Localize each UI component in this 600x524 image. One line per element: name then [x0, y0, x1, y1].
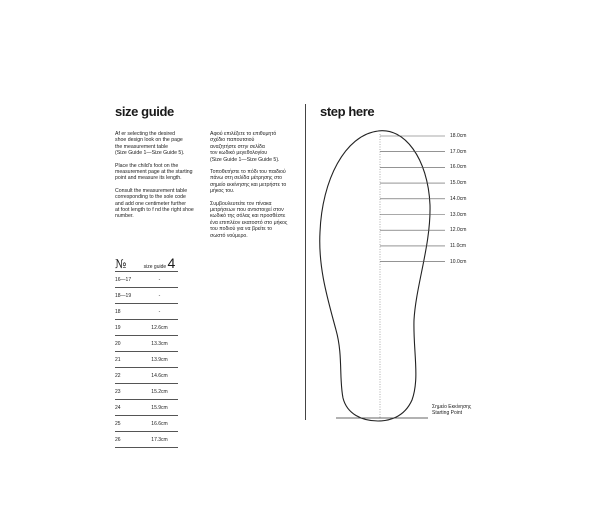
size-guide-title: size guide — [115, 104, 174, 119]
measure-label: 15.0cm — [450, 180, 467, 187]
en-paragraph-3: Consult the measurement table corresponding to the sole code and add one centimeter further at foot length to f nd the right shoe number. — [115, 187, 194, 220]
step-here-title: step here — [320, 104, 375, 119]
starting-point-en: Starting Point — [432, 410, 463, 416]
table-row — [115, 272, 178, 288]
length-cell: 15.2cm — [141, 384, 178, 400]
size-table-header — [115, 253, 178, 272]
size-cell: 25 — [115, 416, 141, 432]
table-row — [115, 416, 178, 432]
measure-label: 10.0cm — [450, 258, 467, 265]
table-row — [115, 288, 178, 304]
measure-label: 16.0cm — [450, 164, 467, 171]
english-instructions — [115, 131, 207, 226]
length-cell: 12.6cm — [141, 320, 178, 336]
measure-label: 11.0cm — [450, 242, 467, 249]
size-cell: 19 — [115, 320, 141, 336]
size-cell: 26 — [115, 432, 141, 448]
length-cell: - — [141, 304, 178, 320]
table-row — [115, 352, 178, 368]
number-sign: № — [115, 257, 127, 271]
en-paragraph-2: Place the child's foot on the measurement page at the starting point and measure its length. — [115, 162, 193, 182]
table-row — [115, 304, 178, 320]
starting-point-gr: Σημείο Εκκίνησης — [432, 404, 472, 410]
length-cell: 13.9cm — [141, 352, 178, 368]
size-cell: 24 — [115, 400, 141, 416]
size-guide-label: size guide — [143, 264, 167, 270]
en-paragraph-1: Af er selecting the desired shoe design look on the page the measurement table (Size Guide 1—Size Guide 5). — [115, 131, 185, 157]
table-row — [115, 320, 178, 336]
size-cell: 20 — [115, 336, 141, 352]
length-cell: 17.3cm — [141, 432, 178, 448]
size-cell: 22 — [115, 368, 141, 384]
greek-instructions — [210, 131, 302, 245]
length-cell: 16.6cm — [141, 416, 178, 432]
size-table — [115, 253, 178, 448]
size-cell: 18—19 — [115, 288, 141, 304]
measure-label: 13.0cm — [450, 211, 467, 218]
length-cell: 14.6cm — [141, 368, 178, 384]
table-row — [115, 432, 178, 448]
measure-label: 14.0cm — [450, 195, 467, 202]
table-row — [115, 368, 178, 384]
measure-label: 17.0cm — [450, 148, 467, 155]
length-cell: - — [141, 288, 178, 304]
size-cell: 23 — [115, 384, 141, 400]
gr-paragraph-2: Τοποθετήστε το πόδι του παιδιού πάνω στη σελίδα μέτρησης στο σημείο εκκίνησης και μετρήστε το μήκος του. — [210, 169, 287, 195]
measure-label: 12.0cm — [450, 227, 467, 234]
measure-label: 18.0cm — [450, 133, 467, 139]
size-cell: 21 — [115, 352, 141, 368]
gr-paragraph-3: Συμβουλευτείτε τον πίνακα μετρήσεων που αντιστοιχεί στον κωδικό της σόλας και προσθέστε ένα επιπλέον εκατοστό στο μήκος του ποδιού για να βρείτε το σωστό νούμερο. — [210, 200, 288, 239]
gr-paragraph-1: Αφού επιλέξετε το επιθυμητό σχέδιο παπουτσιού αναζητήστε στην σελίδα τον κωδικό μεγεθολογίου (Size Guide 1—Size Guide 5). — [210, 131, 280, 163]
starting-point-label — [432, 404, 471, 416]
size-cell: 18 — [115, 304, 141, 320]
size-cell: 16—17 — [115, 272, 141, 288]
size-guide-number: 4 — [167, 255, 176, 271]
table-row — [115, 336, 178, 352]
length-cell: 13.3cm — [141, 336, 178, 352]
table-row — [115, 400, 178, 416]
length-cell: - — [141, 272, 178, 288]
table-row — [115, 384, 178, 400]
foot-outline — [320, 131, 430, 421]
length-cell: 15.9cm — [141, 400, 178, 416]
